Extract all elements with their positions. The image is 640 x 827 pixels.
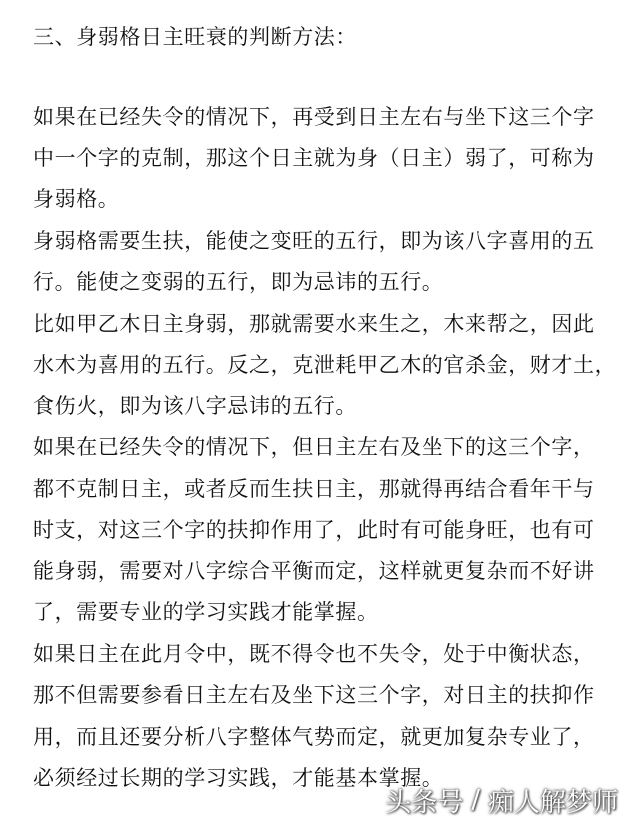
watermark-author: 痴人解梦师 [487, 787, 618, 818]
p5-line-3: 用，而且还要分析八字整体气势而定，就更加复杂专业了， [33, 725, 595, 749]
p5-line-1: 如果日主在此月令中，既不得令也不失令，处于中衡状态， [33, 642, 595, 666]
p4-line-2: 都不克制日主，或者反而生扶日主，那就得再结合看年干与 [33, 477, 595, 501]
watermark [385, 780, 618, 820]
watermark-source: 头条号 [385, 787, 464, 818]
section-heading: 三、身弱格日主旺衰的判断方法： [33, 25, 357, 49]
p1-line-2: 中一个字的克制，那这个日主就为身（日主）弱了，可称为 [33, 146, 595, 170]
watermark-separator: / [471, 785, 480, 815]
p4-line-3: 时支，对这三个字的扶抑作用了，此时有可能身旺，也有可 [33, 518, 595, 542]
p2-line-2: 行。能使之变弱的五行，即为忌讳的五行。 [33, 270, 444, 294]
p4-line-1: 如果在已经失令的情况下，但日主左右及坐下的这三个字， [33, 435, 595, 459]
p4-line-5: 了，需要专业的学习实践才能掌握。 [33, 600, 379, 624]
p3-line-3: 食伤火，即为该八字忌讳的五行。 [33, 394, 357, 418]
p3-line-1: 比如甲乙木日主身弱，那就需要水来生之，木来帮之，因此 [33, 312, 595, 336]
p4-line-4: 能身弱，需要对八字综合平衡而定，这样就更复杂而不好讲 [33, 559, 595, 583]
p1-line-3: 身弱格。 [33, 187, 120, 211]
p2-line-1: 身弱格需要生扶，能使之变旺的五行，即为该八字喜用的五 [33, 229, 595, 253]
p3-line-2: 水木为喜用的五行。反之，克泄耗甲乙木的官杀金，财才土， [33, 353, 617, 377]
p1-line-1: 如果在已经失令的情况下，再受到日主左右与坐下这三个字 [33, 105, 595, 129]
p5-line-4: 必须经过长期的学习实践，才能基本掌握。 [33, 766, 444, 790]
p5-line-2: 那不但需要参看日主左右及坐下这三个字，对日主的扶抑作 [33, 683, 595, 707]
